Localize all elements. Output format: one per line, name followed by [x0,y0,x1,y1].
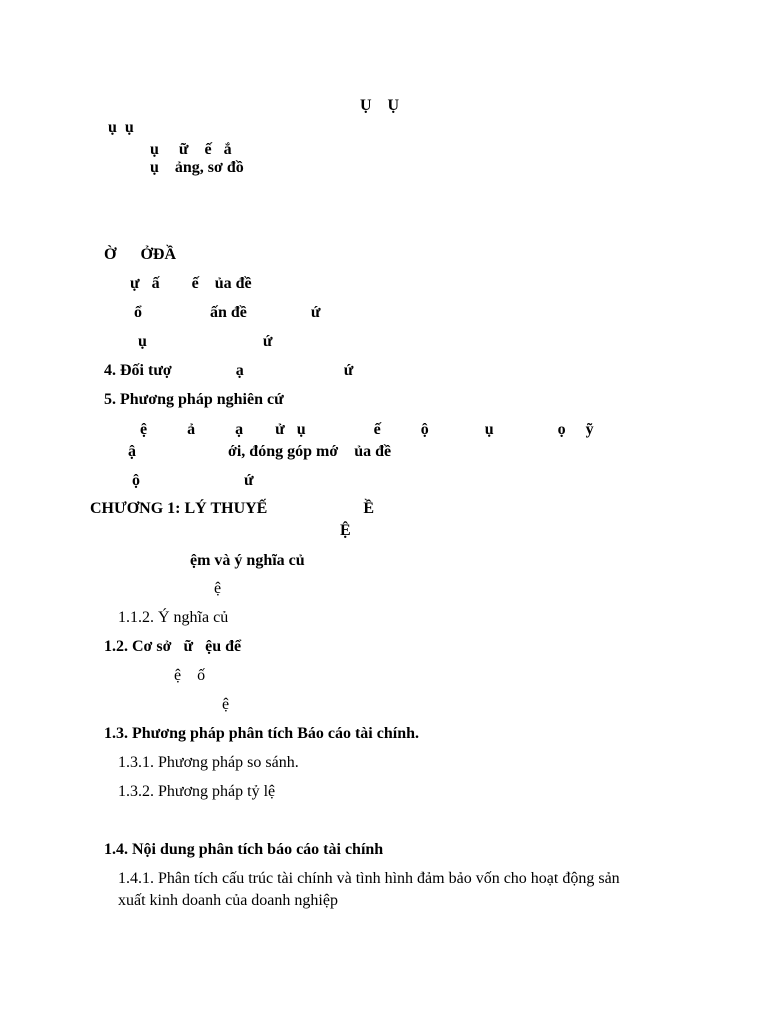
toc-entry: ộ ứ [132,472,254,489]
chapter-heading-continued: Ệ [340,522,351,539]
toc-entry: ổ ấn đề ứ [134,304,321,321]
toc-heading: Ụ Ụ [360,97,400,114]
toc-entry: 4. Đối tượ ạ ứ [104,362,354,379]
toc-subentry: 1.3.1. Phương pháp so sánh. [118,754,299,771]
toc-entry: ậ ới, đóng góp mớ ủa đề [128,443,392,460]
toc-entry: ệm và ý nghĩa củ [190,552,305,569]
toc-subentry: ệ ố [174,667,206,684]
toc-entry: ệ ả ạ ử ụ ế ộ ụ ọ ỹ [140,421,594,438]
toc-section-heading: Ờ ỞĐẦ [104,246,176,263]
toc-entry: 1.4. Nội dung phân tích báo cáo tài chính [104,841,384,858]
toc-entry: ụ ụ [108,119,134,136]
toc-subentry: ệ [214,580,222,597]
toc-subentry: 1.4.1. Phân tích cấu trúc tài chính và tình hình đảm bảo vốn cho hoạt động sản [118,870,620,887]
toc-entry: ự ấ ế ủa đề [130,275,252,292]
toc-subentry: 1.1.2. Ý nghĩa củ [118,609,229,626]
toc-entry: ụ ữ ế ắ [150,141,232,158]
toc-entry: ụ ảng, sơ đồ [150,159,244,176]
toc-subentry: ệ [222,696,230,713]
toc-subentry: 1.3.2. Phương pháp tỷ lệ [118,783,276,800]
toc-entry: ụ ứ [138,333,273,350]
toc-entry: 1.2. Cơ sở ữ ệu để [104,638,242,655]
toc-entry: 1.3. Phương pháp phân tích Báo cáo tài chính. [104,725,419,742]
chapter-heading: CHƯƠNG 1: LÝ THUYẾ Ề [90,500,375,517]
toc-subentry-continued: xuất kinh doanh của doanh nghiệp [118,892,338,909]
toc-entry: 5. Phương pháp nghiên cứ [104,391,284,408]
